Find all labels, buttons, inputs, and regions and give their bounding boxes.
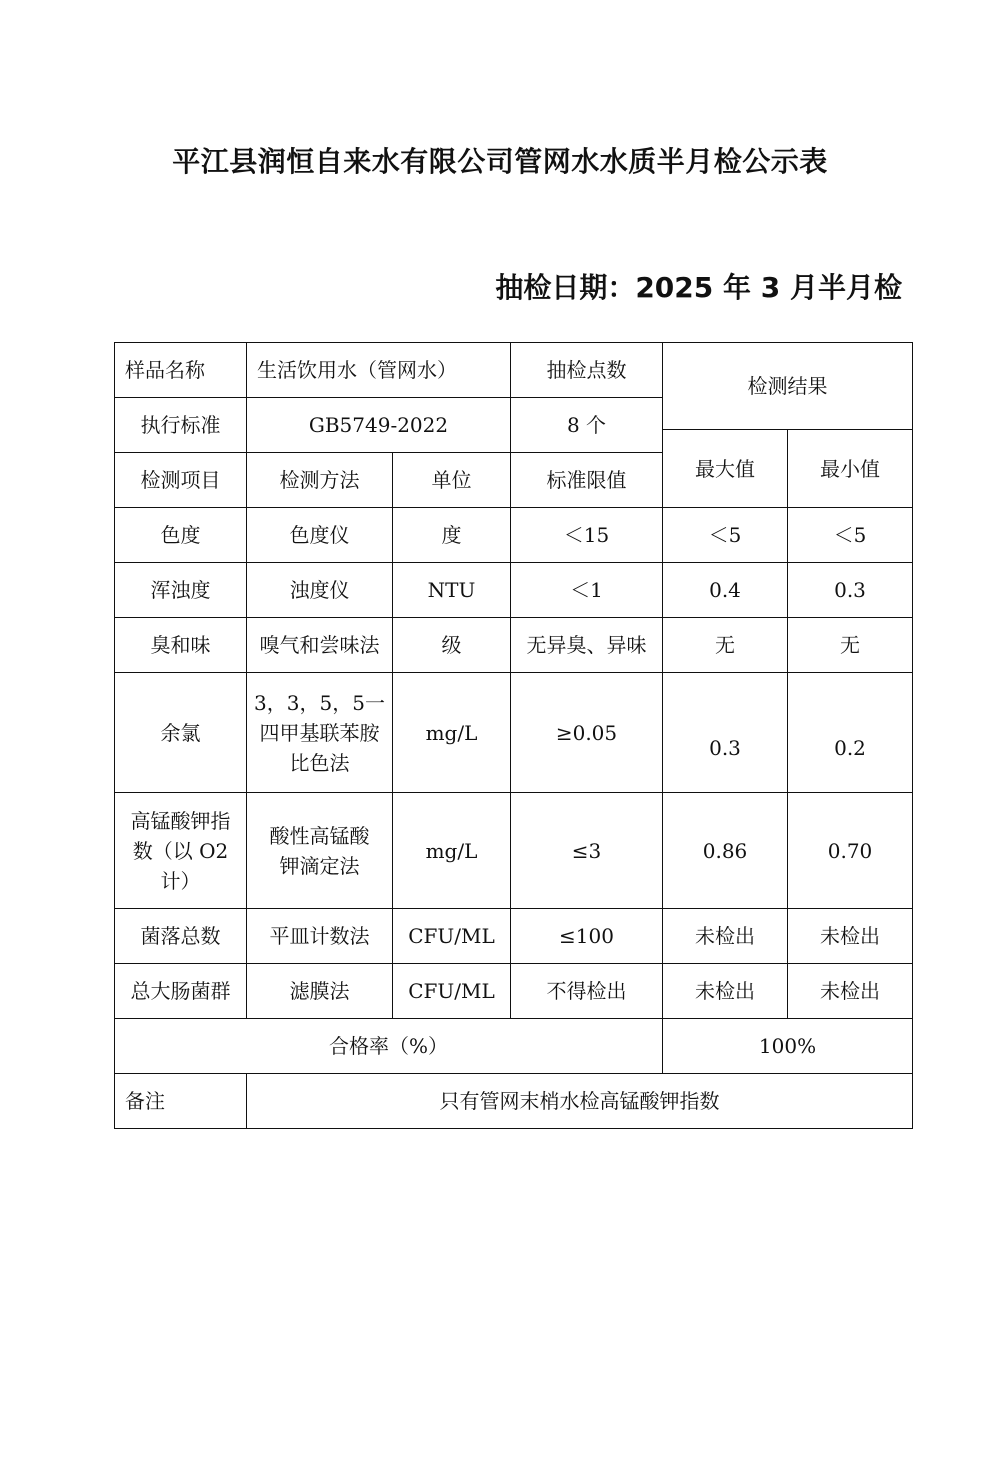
inspection-date: 抽检日期：2025 年 3 月半月检	[495, 271, 902, 304]
remark-value: 只有管网末梢水检高锰酸钾指数	[247, 1074, 913, 1129]
item-cell: 色度	[115, 508, 247, 563]
item-line: 数（以 O2	[132, 838, 229, 863]
method-cell	[247, 673, 393, 793]
method-cell: 色度仪	[247, 508, 393, 563]
col-unit-header: 单位	[393, 453, 511, 508]
method-cell: 滤膜法	[247, 964, 393, 1019]
unit-cell: NTU	[393, 563, 511, 618]
method-cell	[247, 793, 393, 909]
table-row	[115, 618, 913, 673]
table-row	[115, 508, 913, 563]
method-cell: 平皿计数法	[247, 909, 393, 964]
method-cell: 浊度仪	[247, 563, 393, 618]
standard-label: 执行标准	[115, 398, 247, 453]
sample-name-value: 生活饮用水（管网水）	[247, 343, 511, 398]
col-method-header: 检测方法	[247, 453, 393, 508]
unit-cell: 度	[393, 508, 511, 563]
min-label: 最小值	[788, 430, 913, 508]
item-cell: 余氯	[115, 673, 247, 793]
page-title: 平江县润恒自来水有限公司管网水水质半月检公示表	[172, 145, 828, 178]
pass-rate-label: 合格率（%）	[115, 1019, 663, 1074]
max-cell: 0.3	[663, 673, 788, 793]
min-cell: 未检出	[788, 909, 913, 964]
limit-cell: ≥0.05	[511, 673, 663, 793]
limit-cell: ＜1	[511, 563, 663, 618]
table-row	[115, 793, 913, 909]
water-quality-table	[114, 342, 913, 1129]
min-cell: 0.70	[788, 793, 913, 909]
limit-cell: ＜15	[511, 508, 663, 563]
result-header: 检测结果	[663, 343, 913, 430]
sampling-points-label: 抽检点数	[511, 343, 663, 398]
col-limit-header: 标准限值	[511, 453, 663, 508]
table-row	[115, 909, 913, 964]
unit-cell: 级	[393, 618, 511, 673]
item-cell: 臭和味	[115, 618, 247, 673]
remark-label: 备注	[115, 1074, 247, 1129]
method-line: 酸性高锰酸	[269, 823, 370, 848]
min-cell: 未检出	[788, 964, 913, 1019]
method-cell: 嗅气和尝味法	[247, 618, 393, 673]
item-cell: 浑浊度	[115, 563, 247, 618]
table-row	[115, 563, 913, 618]
method-line: 钾滴定法	[279, 853, 360, 878]
pass-rate-value: 100%	[663, 1019, 913, 1074]
method-line: 比色法	[289, 750, 350, 775]
max-label: 最大值	[663, 430, 788, 508]
limit-cell: ≤100	[511, 909, 663, 964]
sampling-points-value: 8 个	[511, 398, 663, 453]
unit-cell: CFU/ML	[393, 909, 511, 964]
item-cell: 菌落总数	[115, 909, 247, 964]
min-cell: ＜5	[788, 508, 913, 563]
method-line: 四甲基联苯胺	[259, 720, 380, 745]
remark-row	[115, 1074, 913, 1129]
method-line: 3，3，5，5一	[254, 690, 385, 715]
item-cell	[115, 793, 247, 909]
unit-cell: mg/L	[393, 793, 511, 909]
item-line: 计）	[160, 868, 201, 893]
standard-value: GB5749-2022	[247, 398, 511, 453]
max-cell: ＜5	[663, 508, 788, 563]
item-cell: 总大肠菌群	[115, 964, 247, 1019]
limit-cell: ≤3	[511, 793, 663, 909]
min-cell: 0.2	[788, 673, 913, 793]
max-cell: 0.86	[663, 793, 788, 909]
unit-cell: CFU/ML	[393, 964, 511, 1019]
col-item-header: 检测项目	[115, 453, 247, 508]
limit-cell: 不得检出	[511, 964, 663, 1019]
limit-cell: 无异臭、异味	[511, 618, 663, 673]
max-cell: 无	[663, 618, 788, 673]
max-cell: 未检出	[663, 909, 788, 964]
table-row	[115, 964, 913, 1019]
item-line: 高锰酸钾指	[130, 808, 231, 833]
pass-rate-row	[115, 1019, 913, 1074]
table-row	[115, 673, 913, 793]
unit-cell: mg/L	[393, 673, 511, 793]
min-cell: 0.3	[788, 563, 913, 618]
max-cell: 0.4	[663, 563, 788, 618]
max-cell: 未检出	[663, 964, 788, 1019]
sample-name-label: 样品名称	[115, 343, 247, 398]
min-cell: 无	[788, 618, 913, 673]
